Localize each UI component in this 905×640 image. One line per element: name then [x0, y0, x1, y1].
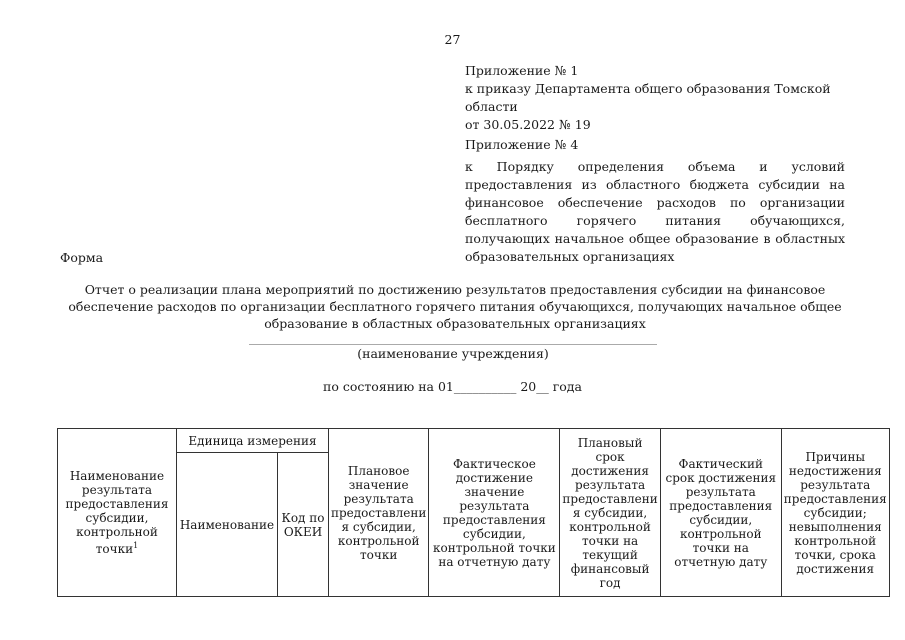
header-unit-name: Наименование — [177, 453, 278, 597]
appendix-1-line2: от 30.05.2022 № 19 — [465, 117, 591, 132]
report-table — [57, 428, 890, 597]
header-planned-date: Плановый срок достижения результата предоставлени я субсидии, контрольной точки на текущий финансовый год — [560, 429, 660, 597]
header-actual-value: Фактическое достижение значение результата предоставления субсидии, контрольной точки на отчетную дату — [429, 429, 560, 597]
header-reasons: Причины недостижения результата предоставления субсидии; невыполнения контрольной точки, срока достижения — [781, 429, 889, 597]
appendix-1-title: Приложение № 1 — [465, 63, 579, 78]
form-label: Форма — [60, 250, 104, 265]
page-number: 27 — [444, 32, 461, 47]
as-of-date-line: по состоянию на 01__________ 20__ года — [323, 379, 582, 394]
org-name-line — [249, 344, 657, 345]
header-unit-code: Код по ОКЕИ — [278, 453, 329, 597]
appendix-4-block — [465, 136, 845, 266]
appendix-4-title: Приложение № 4 — [465, 137, 579, 152]
header-planned-value: Плановое значение результата предоставлени я субсидии, контрольной точки — [329, 429, 429, 597]
report-title: Отчет о реализации плана мероприятий по достижению результатов предоставления субсидии на финансовое обеспечение расходов по организации бесплатного горячего питания обучающихся, получающих начальное общее образование в областных образовательных организациях — [68, 282, 842, 331]
appendix-1-line1: к приказу Департамента общего образования Томской области — [465, 81, 831, 114]
header-actual-date: Фактический срок достижения результата предоставления субсидии, контрольной точки на отчетную дату — [660, 429, 781, 597]
header-result-name: Наименование результата предоставления субсидии, контрольной точки$^1$ — [58, 429, 177, 597]
appendix-4-text: к Порядку определения объема и условий предоставления из областного бюджета субсидии на финансовое обеспечение расходов по организации бесплатного горячего питания обучающихся, получающих начальное общее образование в областных образовательных организациях — [465, 159, 845, 264]
org-name-caption: (наименование учреждения) — [357, 346, 549, 361]
footnote-mark: 1 — [133, 541, 139, 550]
appendix-1-block — [465, 62, 845, 134]
header-unit-group: Единица измерения — [177, 429, 329, 453]
